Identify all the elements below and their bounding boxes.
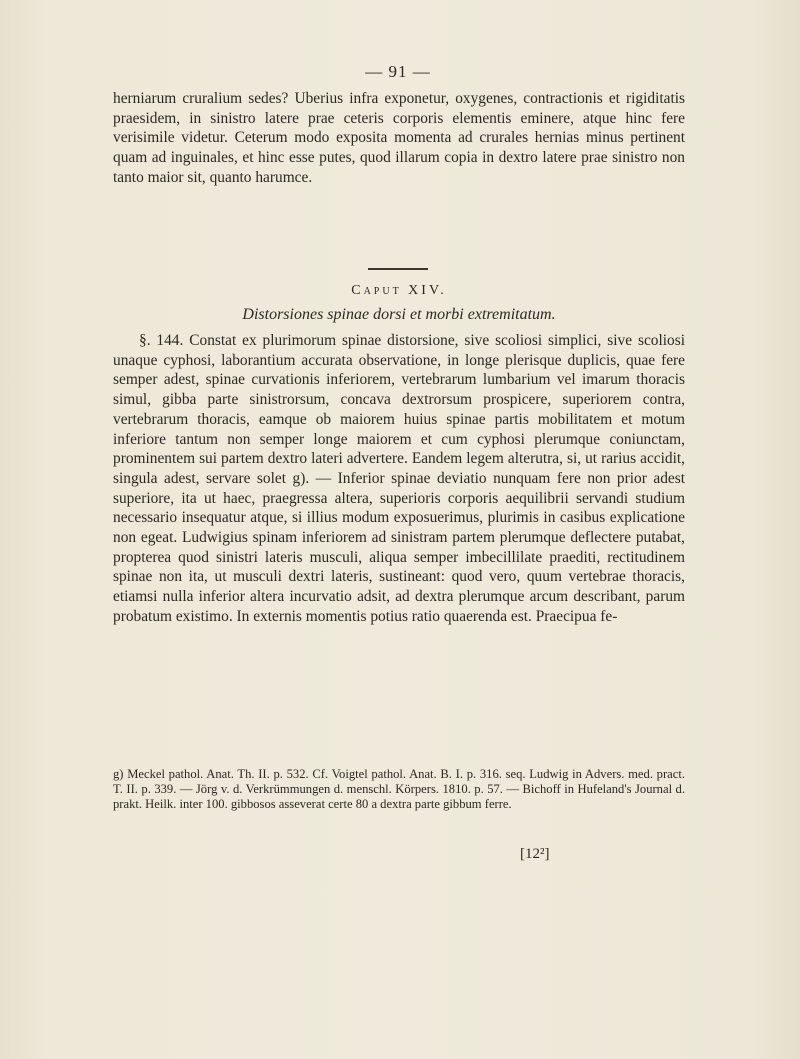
chapter-heading: Caput XIV. [351, 283, 447, 298]
section-number: §. 144. [139, 332, 184, 349]
main-paragraph [113, 331, 685, 627]
chapter-title: Distorsiones spinae dorsi et morbi extremitatum. [242, 306, 556, 323]
footnote: g) Meckel pathol. Anat. Th. II. p. 532. Cf. Voigtel pathol. Anat. B. I. p. 316. seq. Ludwig in Advers. med. pract. T. II. p. 339. — Jörg v. d. Verkrümmungen d. menschl. Körpers. 1810. p. 57. — Bichoff in Hufeland's Journal d. prakt. Heilk. inter 100. gibbosos asseverat certe 80 a dextra parte gibbum ferre. [113, 767, 685, 812]
main-paragraph-text: Constat ex plurimorum spinae distorsione, sive scoliosi simplici, sive scoliosi unaque cyphosi, laborantium accurata observatione, in longe plerisque duplicis, quae fere semper adest, spinae curvationis inferiorem, vertebrarum lumbarium vel imarum thoracis simul, gibba parte sinistrorsum, concava dextrorsum prospicere, superiorem contra, vertebrarum thoracis, eamque ob maiorem huius spinae partis mobilitatem et motum inferiore tantum non semper longe maiorem et cum cyphosi plerumque coniunctam, prominentem sui partem dextro lateri advertere. Eandem legem alterutra, si, ut rarius accidit, singula adest, servare solet g). — Inferior spinae deviatio nunquam fere non prior adest superiore, ita ut haec, praegressa altera, superioris corporis aequilibrii servandi studium necessario insequatur atque, si illius modum exposuerimus, plurimis in casibus explicatione non egeat. Ludwigius spinam inferiorem ad sinistram partem plerumque deflectere putabat, propterea quod sinistri lateris musculi, aliqua semper imbecillilate praediti, rectitudinem spinae non ita, ut musculi dextri lateris, sustineant: quod vero, quum vertebrae thoracis, etiamsi nulla inferior altera incurvatio adsit, ad dextra plerumque arcum describant, parum probatum existimo. In externis momentis potius ratio quaerenda est. Praecipua fe- [113, 332, 685, 625]
signature-mark: [12²] [520, 846, 550, 862]
page-number: — 91 — [365, 62, 431, 81]
top-paragraph: herniarum cruralium sedes? Uberius infra exponetur, oxygenes, contractionis et rigiditatis praesidem, in sinistro latere prae ceteris corporis elementis eminere, atque hinc fere verisimile videtur. Ceterum modo exposita momenta ad crurales hernias minus pertinent quam ad inguinales, et hinc esse putes, quod illarum copia in dextro latere prae sinistro non tanto maior sit, quanto harumce. [113, 90, 685, 186]
chapter-divider-rule [368, 268, 428, 270]
